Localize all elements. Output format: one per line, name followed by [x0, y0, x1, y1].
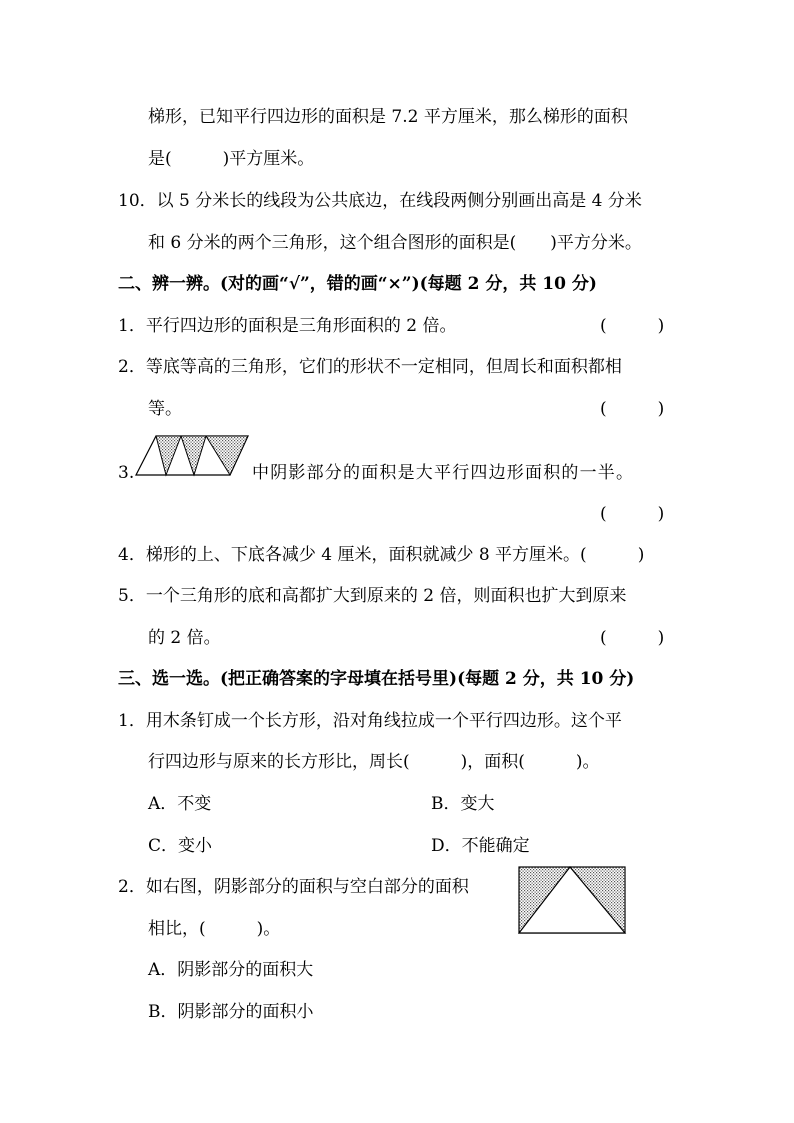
s2-item5-answer[interactable]: ( ) [600, 628, 665, 648]
s3-q1-line2: 行四边形与原来的长方形比，周长( )，面积( )。 [148, 752, 600, 772]
s3-q1-option-b[interactable]: B．变大 [431, 794, 495, 814]
s2-item5-text2: 的 2 倍。 [148, 628, 221, 648]
rectangle-triangle-figure [518, 866, 628, 936]
s3-q1-option-a[interactable]: A．不变 [148, 794, 212, 814]
section2-title: 二、辨一辨。(对的画“√”，错的画“×”)(每题 2 分，共 10 分) [118, 274, 597, 294]
q10-line2: 和 6 分米的两个三角形，这个组合图形的面积是( )平方分米。 [148, 233, 642, 253]
s2-item5-text1: 5．一个三角形的底和高都扩大到原来的 2 倍，则面积也扩大到原来 [118, 586, 627, 606]
s3-q2-option-b[interactable]: B．阴影部分的面积小 [148, 1002, 314, 1022]
s2-item3-number: 3. [118, 463, 135, 483]
s2-item2-text1: 2．等底等高的三角形，它们的形状不一定相同，但周长和面积都相 [118, 357, 622, 377]
q9-line2: 是( )平方厘米。 [148, 149, 315, 169]
s3-q1-line1: 1．用木条钉成一个长方形，沿对角线拉成一个平行四边形。这个平 [118, 711, 622, 731]
s2-item4-text: 4．梯形的上、下底各减少 4 厘米，面积就减少 8 平方厘米。( ) [118, 545, 645, 565]
s2-item2-answer[interactable]: ( ) [600, 399, 665, 419]
s2-item3-text: 中阴影部分的面积是大平行四边形面积的一半。 [252, 463, 635, 483]
section3-title: 三、选一选。(把正确答案的字母填在括号里)(每题 2 分，共 10 分) [118, 669, 635, 689]
s3-q1-option-d[interactable]: D．不能确定 [431, 836, 530, 856]
q10-line1: 10．以 5 分米长的线段为公共底边，在线段两侧分别画出高是 4 分米 [118, 191, 642, 211]
s2-item1-text: 1．平行四边形的面积是三角形面积的 2 倍。 [118, 316, 457, 336]
s3-q2-option-a[interactable]: A．阴影部分的面积大 [148, 960, 314, 980]
s2-item2-text2: 等。 [148, 399, 182, 419]
s2-item3-answer[interactable]: ( ) [600, 504, 665, 524]
s2-item1-answer[interactable]: ( ) [600, 316, 665, 336]
parallelogram-triangles-figure [132, 434, 252, 478]
s3-q2-line1: 2．如右图，阴影部分的面积与空白部分的面积 [118, 877, 469, 897]
q9-line1: 梯形，已知平行四边形的面积是 7.2 平方厘米，那么梯形的面积 [148, 107, 628, 127]
s3-q1-option-c[interactable]: C．变小 [148, 836, 213, 856]
s3-q2-line2: 相比，( )。 [148, 919, 281, 939]
